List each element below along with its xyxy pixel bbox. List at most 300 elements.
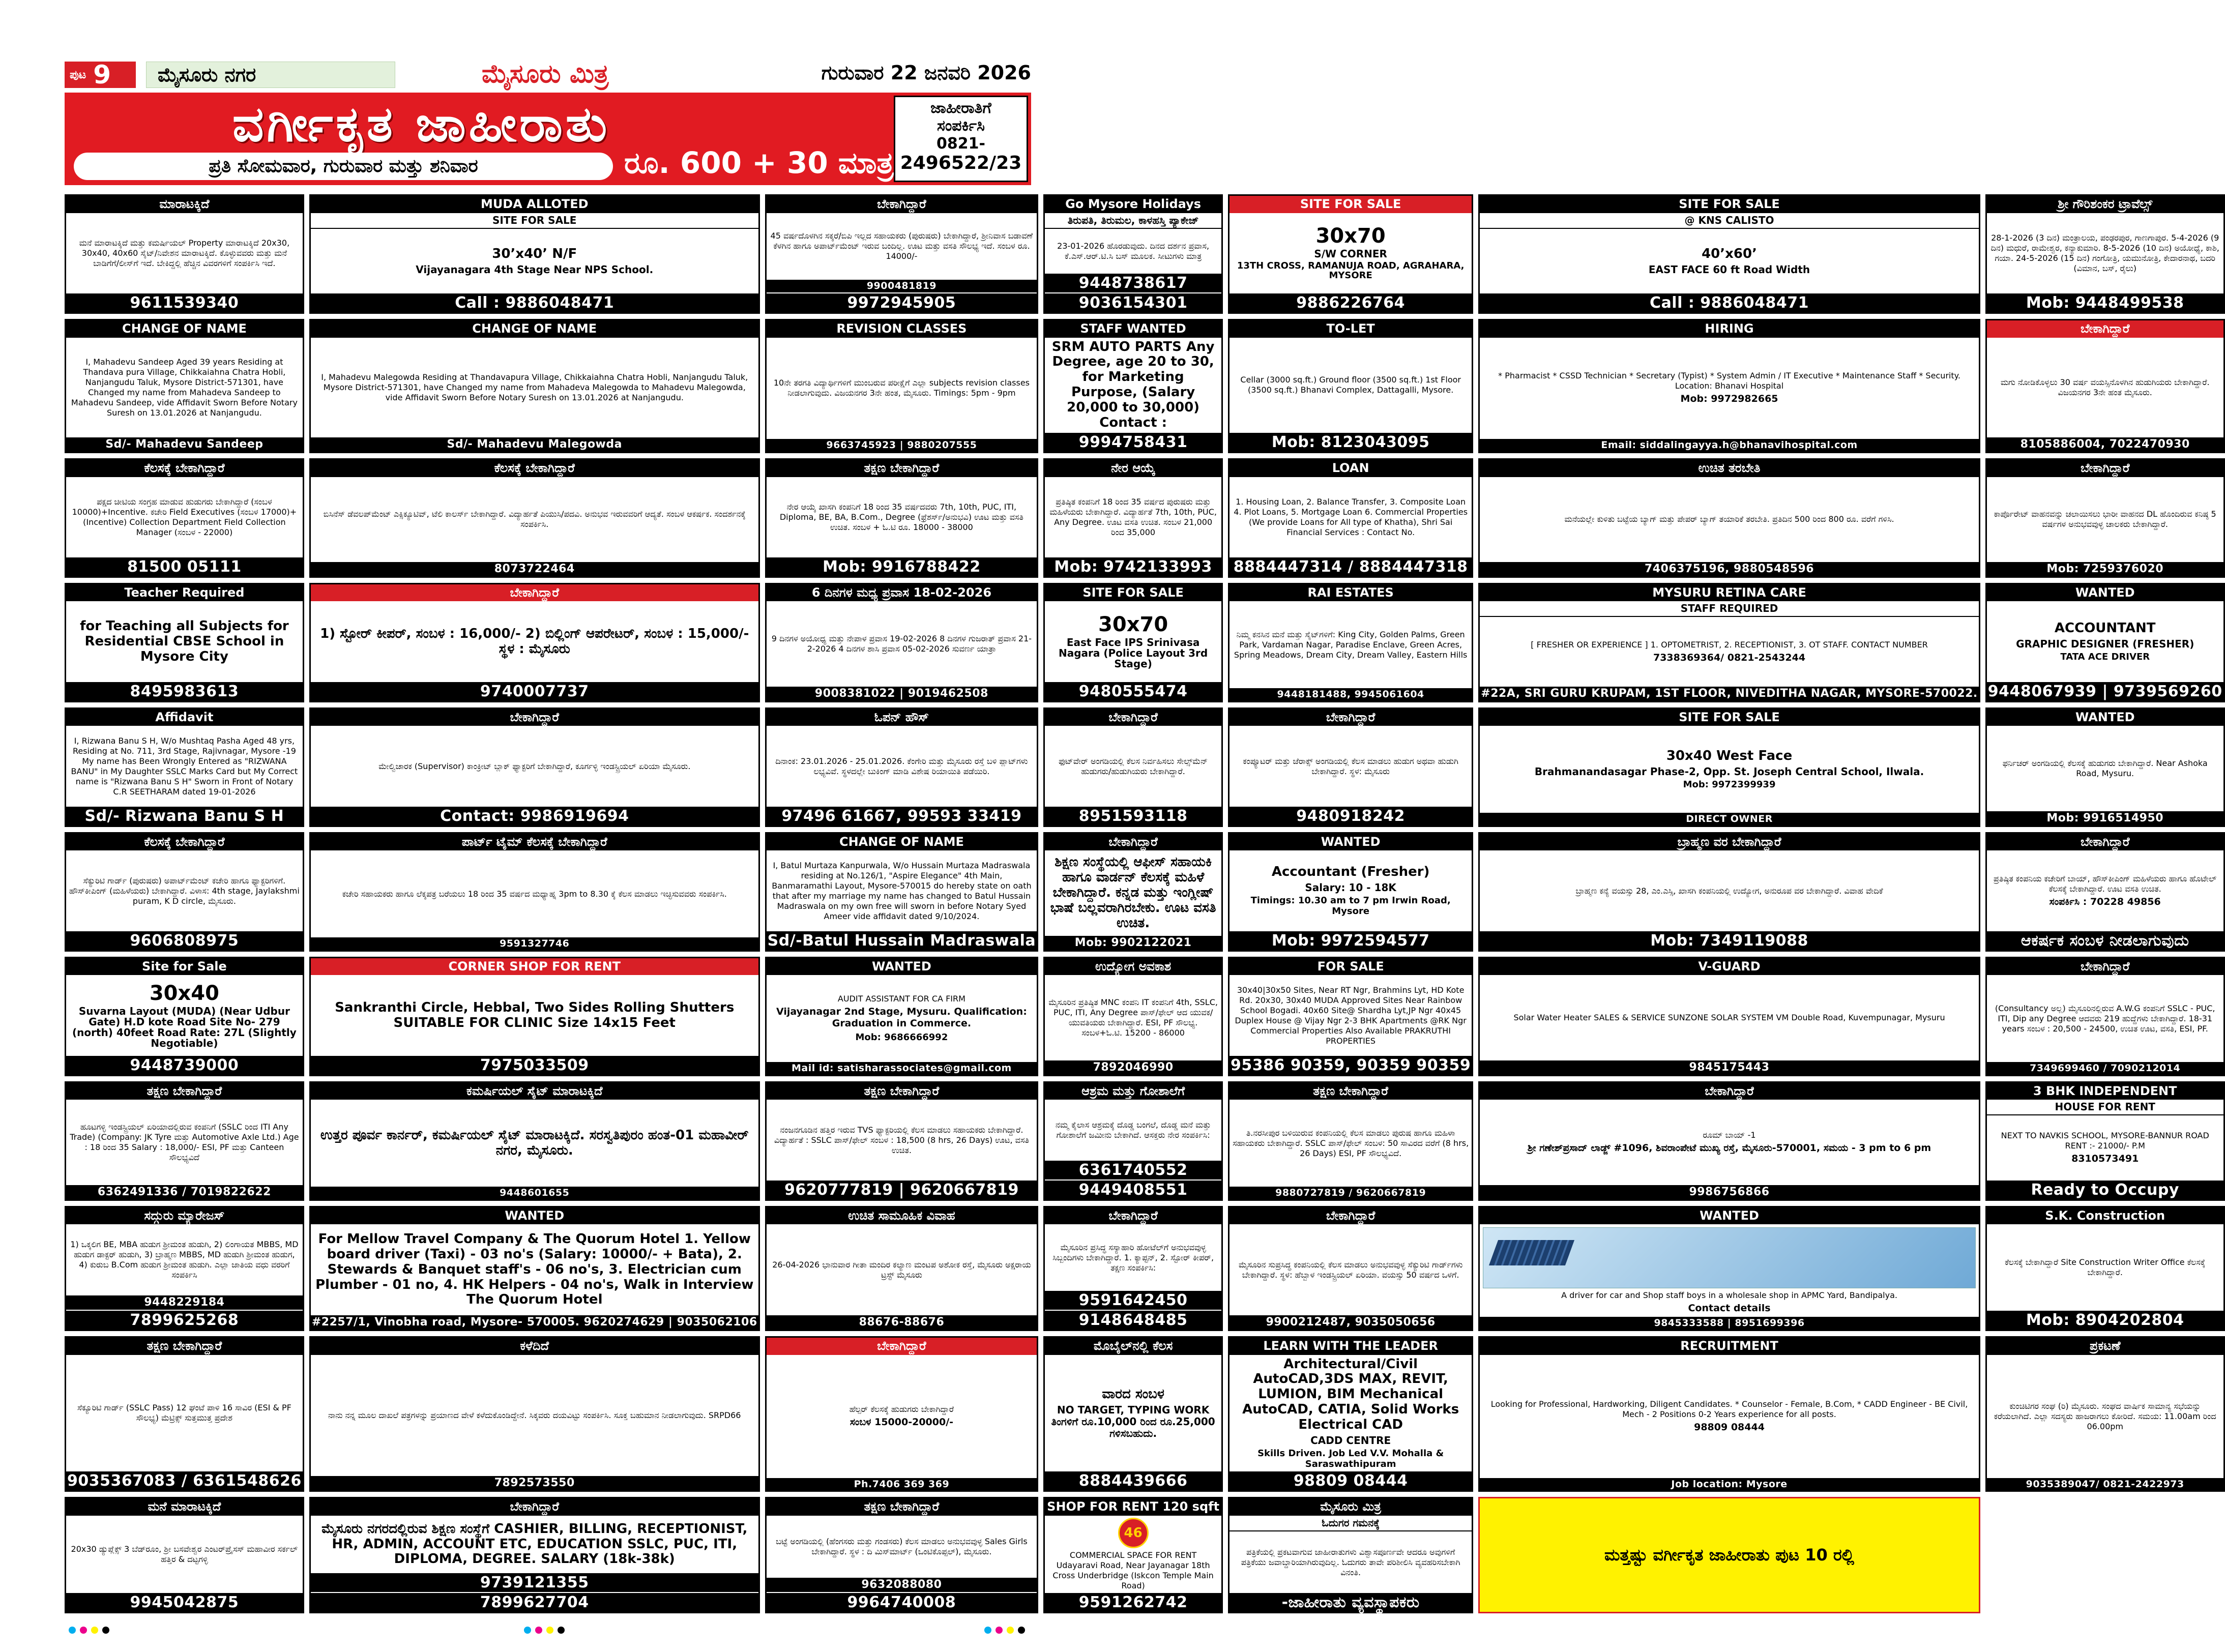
ad-contact: 9845333588 | 8951699396 bbox=[1480, 1317, 1979, 1330]
ad-contact: 9448739000 bbox=[66, 1056, 303, 1075]
classified-ad bbox=[309, 1206, 760, 1331]
ad-heading: STAFF WANTED bbox=[1045, 320, 1221, 338]
black-dot bbox=[102, 1627, 109, 1634]
contact-line-3: 0821- bbox=[936, 135, 985, 153]
ad-body bbox=[1987, 213, 2223, 293]
magenta-dot bbox=[535, 1627, 542, 1634]
classified-ad bbox=[765, 194, 1039, 314]
classified-ad bbox=[1478, 1336, 1980, 1492]
classified-ad bbox=[1228, 707, 1473, 827]
ad-text-secondary: Brahmanandasagar Phase-2, Opp. St. Joseph Central School, Ilwala. bbox=[1534, 765, 1924, 778]
ad-heading: ಬೇಕಾಗಿದ್ದಾರೆ bbox=[1045, 834, 1221, 851]
classified-ad bbox=[1228, 957, 1473, 1076]
ad-subheading: HOUSE FOR RENT bbox=[1987, 1100, 2223, 1115]
ad-text: ಪಕ್ಷದ ಚೀಟಿಯ ಸಂಗ್ರಹ ಮಾಡುವ ಹುಡುಗರು ಬೇಕಾಗಿದ್ದಾರೆ (ಸಂಬಳ 10000)+Incentive. ಕಚೇರಿ Field Executives (ಸಂಬಳ 17000)+(Incentive) Collection Department Field Collection Manager (ಸಂಬಳ - 22000) bbox=[72, 496, 297, 537]
ad-text-secondary: 7338369364/ 0821-2543244 bbox=[1653, 652, 1806, 663]
ad-body bbox=[311, 975, 758, 1055]
classified-ad bbox=[765, 583, 1039, 702]
ad-body bbox=[311, 1100, 758, 1187]
classified-ad bbox=[1228, 583, 1473, 702]
ad-body bbox=[1480, 1355, 1979, 1478]
ad-text: 20x30 ಡ್ಯುಪ್ಲೆಕ್ಸ್ 3 ಬೆಡ್‌ರೂಂ, ಶ್ರೀ ಬಸವೇಶ್ವರ ಎಂಟರ್‌ಪ್ರೈಸಸ್ ಮಹಾವೀರ ಸರ್ಕಲ್ ಹತ್ತಿರ & ದಟ್ಟಗಳ್ಳಿ bbox=[71, 1544, 298, 1564]
ad-heading: SITE FOR SALE bbox=[1045, 584, 1221, 602]
ad-body bbox=[767, 338, 1037, 439]
classified-ad bbox=[1985, 1336, 2225, 1492]
cyan-dot bbox=[984, 1627, 991, 1634]
ad-text: ಫರ್ನಿಚರ್ ಅಂಗಡಿಯಲ್ಲಿ ಕೆಲಸಕ್ಕೆ ಹುಡುಗರು ಬೇಕಾಗಿದ್ದಾರೆ. Near Ashoka Road, Mysuru. bbox=[2002, 758, 2208, 779]
ad-contact: 9008381022 | 9019462508 bbox=[767, 687, 1037, 701]
ad-contact: -ಜಾಹೀರಾತು ವ್ಯವಸ್ಥಾಪಕರು bbox=[1229, 1593, 1472, 1612]
ad-body bbox=[1229, 1100, 1472, 1187]
ad-contact: 9986756866 bbox=[1480, 1185, 1979, 1199]
edition-label: ಮೈಸೂರು ನಗರ bbox=[146, 62, 395, 88]
ad-body bbox=[1987, 975, 2223, 1061]
classified-ad bbox=[1228, 458, 1473, 578]
ad-heading: LOAN bbox=[1229, 460, 1472, 477]
ad-text: ಫುಟ್‌ವೇರ್ ಅಂಗಡಿಯಲ್ಲಿ ಕೆಲಸ ನಿರ್ವಹಿಸಲು ಸೇಲ್ಸ್‌ಮೆನ್ ಹುಡುಗರು/ಹುಡುಗಿಯರು ಬೇಕಾಗಿದ್ದಾರೆ. bbox=[1059, 756, 1208, 776]
classified-ad bbox=[1228, 1497, 1473, 1613]
ad-text: ಪ್ರತಿಷ್ಠಿತ ಕಂಪನಿಗೆ 18 ರಿಂದ 35 ವರ್ಷದ ಪುರುಷರು ಮತ್ತು ಮಹಿಳೆಯರು ಬೇಕಾಗಿದ್ದಾರೆ. ವಿದ್ಯಾರ್ಹತೆ 7th, 10th, PUC, Any Degree. ಊಟ ವಸತಿ ಉಚಿತ. ಸಂಬಳ 21,000 ರಿಂದ 35,000 bbox=[1049, 496, 1217, 537]
ad-text: ಉತ್ತರ ಪೂರ್ವ ಕಾರ್ನರ್, ಕಮರ್ಷಿಯಲ್ ಸೈಟ್ ಮಾರಾಟಕ್ಕಿದೆ. ಸರಸ್ವತಿಪುರಂ ಹಂತ-01 ಮಹಾವೀರ್ ನಗರ, ಮೈಸೂರು. bbox=[320, 1127, 749, 1158]
ad-text: ಕೆಲಸಕ್ಕೆ ಬೇಕಾಗಿದ್ದಾರೆ Site Construction Writer Office ಕೆಲಸಕ್ಕೆ ಬೇಕಾಗಿದ್ದಾರೆ. bbox=[2005, 1257, 2206, 1278]
ad-contact: Mob: 9902122021 bbox=[1045, 936, 1221, 950]
ad-heading: ಕಳೆದಿದೆ bbox=[311, 1338, 758, 1355]
ad-body bbox=[1987, 1115, 2223, 1180]
ad-body bbox=[1229, 338, 1472, 433]
ad-text-tertiary: Timings: 10.30 am to 7 pm Irwin Road, Mysore bbox=[1250, 895, 1451, 917]
ad-contact: 98809 08444 bbox=[1229, 1471, 1472, 1490]
ad-heading: ತಕ್ಷಣ ಬೇಕಾಗಿದ್ದಾರೆ bbox=[767, 460, 1037, 477]
ad-body bbox=[1229, 213, 1472, 293]
ad-contact: Call : 9886048471 bbox=[311, 293, 758, 312]
classified-ad bbox=[1478, 1497, 1980, 1613]
classified-ad bbox=[1043, 1336, 1223, 1492]
ad-contact: 6361740552 bbox=[1045, 1161, 1221, 1179]
ad-body bbox=[767, 601, 1037, 686]
ad-text: I, Mahadevu Malegowda Residing at Thandavapura Village, Chikkaiahna Chatra Hobli, Nanjangudu Taluk, Mysore District-571301, have Changed my name from Mahadeva Malegowda to Mahadevu Malegowda, vide Affidavit Sworn Before Notary Suresh on 13.01.2026 at Nanjangudu. bbox=[321, 372, 748, 402]
ad-text-secondary: Contact details bbox=[1688, 1303, 1771, 1314]
ad-body bbox=[1987, 1224, 2223, 1311]
ad-heading: MYSURU RETINA CARE bbox=[1480, 584, 1979, 602]
classified-ad bbox=[1043, 1206, 1223, 1331]
ad-heading: ಕೆಲಸಕ್ಕೆ ಬೇಕಾಗಿದ್ದಾರೆ bbox=[311, 460, 758, 477]
ad-heading: REVISION CLASSES bbox=[767, 320, 1037, 338]
ad-body bbox=[767, 477, 1037, 557]
ad-heading: ಉಚಿತ ತರಬೇತಿ bbox=[1480, 460, 1979, 477]
ad-text: 30x40 West Face bbox=[1666, 748, 1793, 763]
ad-heading: MUDA ALLOTED bbox=[311, 196, 758, 213]
ad-contact: 9663745923 | 9880207555 bbox=[767, 439, 1037, 452]
ad-heading: ಬೇಕಾಗಿದ್ದಾರೆ bbox=[1987, 834, 2223, 851]
ad-body bbox=[66, 726, 303, 806]
classified-ad bbox=[765, 707, 1039, 827]
ad-heading: HIRING bbox=[1480, 320, 1979, 338]
masthead-logo: ಮೈಸೂರು ಮಿತ್ರ bbox=[482, 58, 609, 88]
page-number-box bbox=[65, 62, 136, 88]
publication-days: ಪ್ರತಿ ಸೋಮವಾರ, ಗುರುವಾರ ಮತ್ತು ಶನಿವಾರ bbox=[74, 153, 613, 180]
ad-body bbox=[1229, 601, 1472, 688]
ad-text-tertiary: 13TH CROSS, RAMANUJA ROAD, AGRAHARA, MYSORE bbox=[1237, 260, 1465, 281]
ad-text: ಸೆಕ್ಯುರಿಟಿ ಗಾರ್ಡ್ (ಪುರುಷರು) ಅಪಾರ್ಟ್‌ಮೆಂಟ್ ಕಚೇರಿ ಹಾಗೂ ಫ್ಯಾಕ್ಟರಿಗಳಿಗೆ. ಹೌಸ್‌ಕೀಪಿಂಗ್ (ಮಹಿಳೆಯರು) ಬೇಕಾಗಿದ್ದಾರೆ. ವಿಳಾಸ: 4th stage, Jaylakshmi puram, K D circle, ಮೈಸೂರು. bbox=[69, 875, 300, 906]
classified-ad bbox=[765, 957, 1039, 1076]
ad-text: I, Batul Murtaza Kanpurwala, W/o Hussain Murtaza Madraswala residing at No.126/1, "Aspire Elegance" 4th Main, Banmaramathi Layout, Mysore-570015 do hereby state on oath that after my marriage my name has changed to Batul Hussain Madraswala on my own free will sworn in before Notary Syed Ameer vide affidavit dated 9/10/2024. bbox=[772, 860, 1032, 921]
ad-subheading: STAFF REQUIRED bbox=[1480, 601, 1979, 617]
ad-contact-box bbox=[894, 96, 1028, 182]
ad-text: ಹೂಟಗಳ್ಳಿ ಇಂಡಸ್ಟ್ರಿಯಲ್ ಏರಿಯಾದಲ್ಲಿರುವ ಕಂಪನಿಗೆ (SSLC ರಿಂದ ITI Any Trade) (Company: JK Tyre ಮತ್ತು Automotive Axle Ltd.) Age : 18 ರಿಂದ 35 Salary : 18,000/- ESI, PF ಮತ್ತು Canteen ಸೌಲಭ್ಯವಿದೆ bbox=[70, 1122, 299, 1162]
ad-contact: Ph.7406 369 369 bbox=[767, 1478, 1037, 1491]
ad-heading: Site for Sale bbox=[66, 958, 303, 976]
classified-ad bbox=[65, 458, 304, 578]
ad-heading: CHANGE OF NAME bbox=[311, 320, 758, 338]
ad-text: ಮನೆಯಲ್ಲೇ ಕುಳಿತು ಬಟ್ಟೆಯ ಬ್ಯಾಗ್ ಮತ್ತು ಪೇಪರ್ ಬ್ಯಾಗ್ ತಯಾರಿಕೆ ತರಬೇತಿ. ಪ್ರತಿದಿನ 500 ರಿಂದ 800 ರೂ. ವರೆಗೆ ಗಳಿಸಿ. bbox=[1564, 514, 1894, 524]
ad-body bbox=[1480, 1100, 1979, 1185]
ad-body bbox=[767, 1224, 1037, 1315]
ad-contact: 9739121355 bbox=[311, 1573, 758, 1592]
classified-ad bbox=[1985, 957, 2225, 1076]
classified-ad bbox=[309, 319, 760, 453]
ad-heading: ಬೇಕಾಗಿದ್ದಾರೆ bbox=[1045, 1207, 1221, 1225]
ad-heading: ಬೇಕಾಗಿದ್ದಾರೆ bbox=[311, 584, 758, 602]
ad-heading: ಬೇಕಾಗಿದ್ದಾರೆ bbox=[1229, 1207, 1472, 1225]
ad-heading: RECRUITMENT bbox=[1480, 1338, 1979, 1355]
ad-body bbox=[1045, 1355, 1221, 1472]
ad-contact: 7349699460 / 7090212014 bbox=[1987, 1062, 2223, 1075]
ad-contact: Ready to Occupy bbox=[1987, 1181, 2223, 1199]
classified-ad bbox=[1985, 1081, 2225, 1201]
ad-contact: #2257/1, Vinobha road, Mysore- 570005. 9620274629 | 9035062106 bbox=[311, 1315, 758, 1330]
ad-text: ಕಚೇರಿ ಸಹಾಯಕರು ಹಾಗೂ ಲೆಕ್ಕಪತ್ರ ಬರೆಯಲು 18 ರಿಂದ 35 ವರ್ಷದ ಮಧ್ಯಾಹ್ನ 3pm to 8.30 ಕ್ಕೆ ಕೆಲಸ ಮಾಡಲು ಇಚ್ಛಿಸುವವರು ಸಂಪರ್ಕಿಸಿ. bbox=[342, 889, 727, 899]
ad-heading: ಬೇಕಾಗಿದ್ದಾರೆ bbox=[1987, 958, 2223, 976]
solar-heater-image bbox=[1483, 1227, 1976, 1288]
classified-ad bbox=[765, 1336, 1039, 1492]
ad-contact: 9591262742 bbox=[1045, 1593, 1221, 1612]
black-dot bbox=[558, 1627, 565, 1634]
classified-ad bbox=[1043, 458, 1223, 578]
ad-text: ಸೆಕ್ಯೂರಿಟಿ ಗಾರ್ಡ್ (SSLC Pass) 12 ಘಂಟೆ ಪಾಳಿ 16 ಸಾವಿರ (ESI & PF ಸೌಲಭ್ಯ) ಮೆಟ್ರಿಕ್ಸ್ ಸುತ್ತಮುತ್ತ ಪ್ರದೇಶ bbox=[77, 1403, 291, 1423]
ad-contact: 9611539340 bbox=[66, 293, 303, 312]
ad-body bbox=[767, 1100, 1037, 1180]
classified-ad bbox=[765, 1206, 1039, 1331]
ad-text: ಮೈಸೂರಿನ ಸುಪ್ರಸಿದ್ಧ ಕಂಪನಿಯಲ್ಲಿ ಕೆಲಸ ಮಾಡಲು ಅನುಭವವುಳ್ಳ ಸೆಕ್ಯುರಿಟಿ ಗಾರ್ಡ್‌ಗಳು ಬೇಕಾಗಿದ್ದಾರೆ. ಸ್ಥಳ: ಹೆಬ್ಬಾಳ ಇಂಡಸ್ಟ್ರಿಯಲ್ ಏರಿಯಾ. ವಯಸ್ಸು 50 ವರ್ಷದ ಒಳಗೆ. bbox=[1238, 1259, 1463, 1280]
ad-body bbox=[66, 1516, 303, 1593]
ad-contact: 9448067939 | 9739569260 bbox=[1987, 682, 2222, 700]
issue-date: ಗುರುವಾರ 22 ಜನವರಿ 2026 bbox=[821, 62, 1031, 84]
ad-heading: ಪ್ರಕಟಣೆ bbox=[1987, 1338, 2223, 1355]
ad-text-secondary: ಸಂಪರ್ಕಿಸಿ : 70228 49856 bbox=[2049, 896, 2161, 907]
classified-ad bbox=[1478, 832, 1980, 952]
ad-body bbox=[767, 1355, 1037, 1478]
ad-text-secondary: 8310573491 bbox=[2071, 1153, 2139, 1165]
ad-body bbox=[1229, 850, 1472, 931]
registration-marks-left bbox=[69, 1627, 109, 1634]
ad-text: 28-1-2026 (3 ದಿನ) ಮಂತ್ರಾಲಯ, ಪಂಢರಪುರ, ಗಾಣಗಾಪುರ. 5-4-2026 (9 ದಿನ) ಮಧುರೆ, ರಾಮೇಶ್ವರ, ಕನ್ಯಾಕುಮಾರಿ. 8-5-2026 (10 ದಿನ) ಅಯೋಧ್ಯೆ, ಕಾಶಿ, ಗಯಾ. 24-5-2026 (15 ದಿನ) ಗಂಗೋತ್ರಿ, ಯಮುನೋತ್ರಿ, ಕೇದಾರನಾಥ, ಬದರಿ (ವಿಮಾನ, ಬಸ್, ರೈಲು) bbox=[1990, 232, 2219, 273]
ad-heading: WANTED bbox=[1987, 709, 2223, 726]
ad-contact: 8495983613 bbox=[66, 682, 303, 701]
classified-ad bbox=[65, 957, 304, 1076]
page-label: ಪುಟ bbox=[70, 68, 86, 81]
black-dot bbox=[1018, 1627, 1025, 1634]
registration-marks-right bbox=[984, 1627, 1025, 1634]
ad-body bbox=[66, 338, 303, 437]
ad-contact: 8105886004, 7022470930 bbox=[1987, 437, 2223, 452]
ad-text: ಕಾರ್ಪೊರೇಟ್ ವಾಹನವನ್ನು ಚಲಾಯಿಸಲು ಭಾರೀ ವಾಹನದ DL ಹೊಂದಿರುವ ಕನಿಷ್ಠ 5 ವರ್ಷಗಳ ಅನುಭವವುಳ್ಳ ಚಾಲಕರು ಬೇಕಾಗಿದ್ದಾರೆ. bbox=[1994, 509, 2216, 529]
ad-text: [ FRESHER OR EXPERIENCE ] 1. OPTOMETRIST, 2. RECEPTIONIST, 3. OT STAFF. CONTACT NUMBER bbox=[1531, 639, 1928, 650]
ad-contact: 9900212487, 9035050656 bbox=[1229, 1315, 1472, 1330]
ad-heading: S.K. Construction bbox=[1987, 1207, 2223, 1225]
ad-body bbox=[1229, 726, 1472, 806]
ad-body bbox=[66, 1100, 303, 1185]
ad-text: ಪ್ರತಿಷ್ಠಿತ ಕಂಪನಿಯ ಕಚೇರಿಗೆ ಬಾಯ್, ಹೌಸ್‌ಕೀಪಿಂಗ್ ಮಹಿಳೆಯರು ಹಾಗೂ ಹೊಟೇಲ್ ಕೆಲಸಕ್ಕೆ ಬೇಕಾಗಿದ್ದಾರೆ. ಊಟ ವಸತಿ ಉಚಿತ. bbox=[1993, 873, 2217, 894]
ad-text: ನಿಮ್ಮ ಕನಸಿನ ಮನೆ ಮತ್ತು ಸೈಟ್‌ಗಳಿಗೆ: King City, Golden Palms, Green Park, Vardaman Nagar, Paradise Enclave, Green Acres, Spring Meadows, Dream City, Dream Valley, Eastern Hills bbox=[1234, 629, 1468, 660]
ad-contact-secondary: 9036154301 bbox=[1045, 292, 1221, 312]
ad-text-secondary: Mob: 9972982665 bbox=[1680, 393, 1778, 405]
ad-text-secondary: Vijayanagara 4th Stage Near NPS School. bbox=[416, 263, 654, 276]
ad-contact: 95386 90359, 90359 90359 bbox=[1231, 1056, 1471, 1074]
ad-contact: Sd/- Mahadevu Sandeep bbox=[66, 437, 303, 452]
ad-text-secondary: ಶ್ರೀ ಗಣೇಶ್‌ಪ್ರಸಾದ್ ಲಾಡ್ಜ್ #1096, ಶಿವರಾಂಪೇಟೆ ಮುಖ್ಯ ರಸ್ತೆ, ಮೈಸೂರು-570001, ಸಮಯ - 3 pm to 6 pm bbox=[1527, 1142, 1931, 1154]
ad-heading: RAI ESTATES bbox=[1229, 584, 1472, 602]
ad-contact: 9591642450 bbox=[1045, 1291, 1221, 1310]
anniversary-logo: 46 bbox=[1118, 1518, 1149, 1548]
ad-contact: 9448601655 bbox=[311, 1187, 758, 1199]
ad-subheading: SITE FOR SALE bbox=[311, 213, 758, 229]
ad-contact: 88676-88676 bbox=[767, 1315, 1037, 1330]
ad-body bbox=[66, 850, 303, 931]
ad-contact: 7892573550 bbox=[311, 1476, 758, 1490]
ad-text: ಮೈಸೂರು ನಗರದಲ್ಲಿರುವ ಶಿಕ್ಷಣ ಸಂಸ್ಥೆಗೆ CASHIER, BILLING, RECEPTIONIST, HR, ADMIN, ACCOUNT ETC, EDUCATION SSLC, PUC, ITI, DIPLOMA, DEGREE. SALARY (18k-38k) bbox=[321, 1521, 748, 1567]
classifieds-banner bbox=[65, 93, 1031, 185]
classified-ad bbox=[1043, 832, 1223, 952]
ad-contact: 7406375196, 9880548596 bbox=[1480, 562, 1979, 576]
ad-contact: Email: siddalingayya.h@bhanavihospital.com bbox=[1480, 439, 1979, 452]
ad-text: ವಾರದ ಸಂಬಳ bbox=[1102, 1386, 1164, 1402]
ad-heading: Go Mysore Holidays bbox=[1045, 196, 1221, 213]
ad-heading: ಬೇಕಾಗಿದ್ದಾರೆ bbox=[767, 196, 1037, 213]
ad-heading: CHANGE OF NAME bbox=[66, 320, 303, 338]
ad-body bbox=[1045, 850, 1221, 935]
classified-ad bbox=[309, 832, 760, 952]
ad-text: 10ನೇ ತರಗತಿ ವಿದ್ಯಾರ್ಥಿಗಳಿಗೆ ಮುಂಬರುವ ಪರೀಕ್ಷೆಗೆ ಎಲ್ಲಾ subjects revision classes ನೀಡಲಾಗುವುದು. ವಿಜಯನಗರ 3ನೇ ಹಂತ, ಮೈಸೂರು. Timings: 5pm - 9pm bbox=[773, 378, 1030, 398]
ad-body bbox=[1229, 1355, 1472, 1472]
ad-text-secondary: Salary: 10 - 18K bbox=[1305, 881, 1396, 894]
classified-ad bbox=[65, 1336, 304, 1492]
ad-contact: Sd/-Batul Hussain Madraswala bbox=[767, 931, 1036, 950]
ad-contact: 7892046990 bbox=[1045, 1060, 1221, 1075]
ad-text: ದಿನಾಂಕ: 23.01.2026 - 25.01.2026. ಕೆಂಗೇರಿ ಮತ್ತು ಮೈಸೂರು ರಸ್ತೆ ಬಳಿ ಪ್ಲಾಟ್‌ಗಳು ಲಭ್ಯವಿವೆ. ಸ್ಥಳದಲ್ಲೇ ಬುಕಿಂಗ್ ಮಾಡಿ ವಿಶೇಷ ರಿಯಾಯಿತಿ ಪಡೆಯಿರಿ. bbox=[775, 756, 1028, 776]
ad-contact: DIRECT OWNER bbox=[1480, 813, 1979, 825]
ad-text: ನೇರ ಆಯ್ಕೆ ಖಾಸಗಿ ಕಂಪನಿಗೆ 18 ರಿಂದ 35 ವರ್ಷದವರು 7th, 10th, PUC, ITI, Diploma, BE, BA, B.Com., Degree (ಫ್ರೆಶರ್ಸ್/ಅನುಭವಿ) ಊಟ ಮತ್ತು ವಸತಿ ಉಚಿತ. ಸಂಬಳ + ಓ.ಟಿ ರೂ. 18000 - 38000 bbox=[779, 501, 1023, 532]
ad-heading: Affidavit bbox=[66, 709, 303, 726]
ad-body bbox=[311, 1224, 758, 1315]
ad-contact-secondary: 7899625268 bbox=[66, 1310, 303, 1330]
classified-ad bbox=[1228, 1206, 1473, 1331]
ad-body bbox=[1480, 1498, 1979, 1612]
ad-contact: 9620777819 | 9620667819 bbox=[767, 1181, 1037, 1199]
ad-heading: ನೇರ ಆಯ್ಕೆ bbox=[1045, 460, 1221, 477]
classified-ad bbox=[1043, 707, 1223, 827]
ad-text: for Teaching all Subjects for Residential CBSE School in Mysore City bbox=[80, 618, 289, 664]
ad-contact: 9945042875 bbox=[66, 1593, 303, 1612]
ad-body bbox=[311, 726, 758, 806]
ad-body bbox=[66, 1224, 303, 1295]
ad-body bbox=[1987, 601, 2223, 682]
registration-marks-center bbox=[524, 1627, 565, 1634]
ad-heading: 3 BHK INDEPENDENT bbox=[1987, 1083, 2223, 1100]
ad-contact: Sd/- Rizwana Banu S H bbox=[66, 807, 303, 825]
ad-text: ನಂಜನಗೂಡಿನ ಹತ್ತಿರ ಇರುವ TVS ಫ್ಯಾಕ್ಟರಿಯಲ್ಲಿ ಕೆಲಸ ಮಾಡಲು ಸಹಾಯಕರು ಬೇಕಾಗಿದ್ದಾರೆ. ವಿದ್ಯಾರ್ಹತೆ : SSLC ಪಾಸ್/ಫೇಲ್ ಸಂಬಳ : 18,500 (8 hrs, 26 Days) ಊಟ, ವಸತಿ ಉಚಿತ. bbox=[774, 1125, 1029, 1155]
magenta-dot bbox=[996, 1627, 1003, 1634]
ad-text: (Consultancy ಅಲ್ಲ) ಮೈಸೂರಿನಲ್ಲಿರುವ A.W.G ಕಂಪನಿಗೆ SSLC - PUC, ITI, Dip any Degree ಆದವರು 219 ಹುದ್ದೆಗಳು ಬೇಕಾಗಿದ್ದಾರೆ. 18-31 years ಸಂಬಳ : 20,500 - 24500, ಉಚಿತ ಊಟ, ವಸತಿ, ESI, PF. bbox=[1995, 1003, 2215, 1034]
classified-ad bbox=[309, 707, 760, 827]
ad-text: A driver for car and Shop staff boys in a wholesale shop in APMC Yard, Bandipalya. bbox=[1561, 1290, 1897, 1301]
ad-contact: 81500 05111 bbox=[66, 557, 303, 576]
classified-ad bbox=[1985, 194, 2225, 314]
ad-body bbox=[1229, 1224, 1472, 1315]
ad-contact: 8951593118 bbox=[1045, 807, 1221, 825]
ad-body bbox=[311, 338, 758, 437]
cyan-dot bbox=[524, 1627, 531, 1634]
ad-heading: WANTED bbox=[1987, 584, 2223, 602]
ad-text-secondary: East Face IPS Srinivasa Nagara (Police Layout 3rd Stage) bbox=[1058, 636, 1208, 670]
ad-text: ತಿ.ನರಸೀಪುರ ಬಳಿಯಿರುವ ಕಂಪನಿಯಲ್ಲಿ ಕೆಲಸ ಮಾಡಲು ಪುರುಷ ಹಾಗೂ ಮಹಿಳಾ ಸಹಾಯಕರು ಬೇಕಾಗಿದ್ದಾರೆ. SSLC ಪಾಸ್/ಫೇಲ್ ಸಂಬಳ: 50 ಸಾವಿರದ ವರೆಗೆ (8 hrs, 26 Days) ESI, PF ಸೌಲಭ್ಯವಿದೆ. bbox=[1233, 1128, 1469, 1158]
ad-text: Cellar (3000 sq.ft.) Ground floor (3500 sq.ft.) 1st Floor (3500 sq.ft.) Bhanavi Complex, Dattagalli, Mysore. bbox=[1240, 375, 1461, 395]
ad-body bbox=[1045, 477, 1221, 557]
classified-ad bbox=[309, 1081, 760, 1201]
ad-text: ಶಿಕ್ಷಣ ಸಂಸ್ಥೆಯಲ್ಲಿ ಆಫೀಸ್ ಸಹಾಯಕಿ ಹಾಗೂ ವಾರ್ಡನ್ ಕೆಲಸಕ್ಕೆ ಮಹಿಳೆ ಬೇಕಾಗಿದ್ದಾರೆ. ಕನ್ನಡ ಮತ್ತು ಇಂಗ್ಲೀಷ್ ಭಾಷೆ ಬಲ್ಲವರಾಗಿರಬೇಕು. ಊಟ ವಸತಿ ಉಚಿತ. bbox=[1050, 854, 1216, 931]
ad-text: ACCOUNTANT bbox=[2054, 620, 2156, 636]
ad-heading: ಮನೆ ಮಾರಾಟಕ್ಕಿದೆ bbox=[66, 1498, 303, 1516]
ad-heading: ಬೇಕಾಗಿದ್ದಾರೆ bbox=[311, 1498, 758, 1516]
classified-ad bbox=[1228, 319, 1473, 453]
classified-ad bbox=[1478, 1081, 1980, 1201]
ad-contact: Mail id: satisharassociates@gmail.com bbox=[767, 1062, 1037, 1075]
ad-contact: 9994758431 bbox=[1045, 433, 1221, 452]
ad-heading: ಬೇಕಾಗಿದ್ದಾರೆ bbox=[1987, 320, 2223, 338]
ad-heading: ಆಶ್ರಮ ಮತ್ತು ಗೋಶಾಲೆಗೆ bbox=[1045, 1083, 1221, 1100]
ad-heading: SITE FOR SALE bbox=[1480, 709, 1979, 726]
ad-text: I, Rizwana Banu S H, W/o Mushtaq Pasha Aged 48 yrs, Residing at No. 711, 3rd Stage, Rajivnagar, Mysore -19 My name has Been Wrongly Entered as "RIZWANA BANU" in My Daughter SSLC Marks Card but My Correct name is "Rizwana Banu S H" Sworn in Front of Notary C.R SEETHARAM dated 19-01-2026 bbox=[71, 735, 298, 796]
ad-heading: WANTED bbox=[1480, 1207, 1979, 1225]
ad-heading: WANTED bbox=[1229, 834, 1472, 851]
classified-ad bbox=[65, 1206, 304, 1331]
classified-ads-grid bbox=[65, 194, 2222, 1613]
ad-heading: LEARN WITH THE LEADER bbox=[1229, 1338, 1472, 1355]
ad-text: 30x70 bbox=[1315, 224, 1386, 248]
ad-heading: SHOP FOR RENT 120 sqft bbox=[1045, 1498, 1221, 1516]
ad-subheading: ತಿರುಪತಿ, ತಿರುಮಲ, ಕಾಳಹಸ್ತಿ ಪ್ಯಾಕೇಜ್ bbox=[1045, 213, 1221, 229]
ad-body bbox=[1045, 1100, 1221, 1160]
yellow-dot bbox=[1007, 1627, 1014, 1634]
ad-body bbox=[66, 213, 303, 293]
ad-text-secondary: Vijayanagar 2nd Stage, Mysuru. Qualification: Graduation in Commerce. bbox=[776, 1006, 1027, 1029]
ad-contact-secondary: 9972945905 bbox=[767, 292, 1037, 312]
ad-heading: ಬೇಕಾಗಿದ್ದಾರೆ bbox=[1045, 709, 1221, 726]
ad-body bbox=[1480, 850, 1979, 931]
ad-heading: ತಕ್ಷಣ ಬೇಕಾಗಿದ್ದಾರೆ bbox=[66, 1338, 303, 1355]
ad-heading: ಮಾರಾಟಕ್ಕಿದೆ bbox=[66, 196, 303, 213]
classified-ad bbox=[1228, 1081, 1473, 1201]
ad-subheading: ಓದುಗರ ಗಮನಕ್ಕೆ bbox=[1229, 1516, 1472, 1531]
ad-body bbox=[311, 1516, 758, 1573]
classified-ad bbox=[765, 832, 1039, 952]
classified-ad bbox=[65, 832, 304, 952]
ad-contact: 9880727819 / 9620667819 bbox=[1229, 1187, 1472, 1199]
ad-text-secondary: ಸಂಬಳ 15000-20000/- bbox=[850, 1416, 954, 1428]
ad-text: Architectural/Civil AutoCAD,3DS MAX, REVIT, LUMION, BIM Mechanical AutoCAD, CATIA, Solid Works Electrical CAD bbox=[1242, 1356, 1459, 1433]
ad-text: 1. Housing Loan, 2. Balance Transfer, 3. Composite Loan 4. Plot Loans, 5. Mortgage Loan 6. Commercial Properties (We provide Loans for All type of Khatha), Shri Sai Financial Services : Contact No. bbox=[1234, 496, 1468, 537]
classified-ad bbox=[1985, 1206, 2225, 1331]
classified-ad bbox=[1478, 458, 1980, 578]
ad-text: ಬಿಸಿನೆಸ್ ಡೆವಲಪ್‌ಮೆಂಟ್ ಎಕ್ಸಿಕ್ಯೂಟಿವ್, ಟೆಲಿ ಕಾಲರ್ಸ್ ಬೇಕಾಗಿದ್ದಾರೆ. ವಿದ್ಯಾರ್ಹತೆ ಪಿಯುಸಿ/ಪದವಿ. ಅನುಭವ ಇರುವವರಿಗೆ ಆದ್ಯತೆ. ಸಂಬಳ ಆಕರ್ಷಕ. ಸಂದರ್ಶನಕ್ಕೆ ಸಂಪರ್ಕಿಸಿ. bbox=[323, 509, 746, 529]
ad-body bbox=[66, 1355, 303, 1472]
classified-ad bbox=[309, 458, 760, 578]
classified-ad bbox=[309, 957, 760, 1076]
ad-heading: WANTED bbox=[311, 1207, 758, 1225]
ad-text: 9 ದಿನಗಳ ಅಯೋಧ್ಯ ಮತ್ತು ನೇಪಾಳ ಪ್ರವಾಸ 19-02-2026 8 ದಿನಗಳ ಗುಜರಾತ್ ಪ್ರವಾಸ 21-2-2026 4 ದಿನಗಳ ಶಾಸಿ ಪ್ರವಾಸ 05-02-2026 ಸುವರ್ಣ ಯಾತ್ರಾ bbox=[771, 634, 1032, 654]
classified-ad bbox=[309, 1497, 760, 1613]
ad-text: 26-04-2026 ಭಾನುವಾರ ಗೀತಾ ಮಂದಿರ ಕಲ್ಯಾಣ ಮಂಟಪ ಅಶೋಕ ರಸ್ತೆ, ಮೈಸೂರು ಅಕ್ಷರಾಯ ಟ್ರಸ್ಟ್ ಮೈಸೂರು bbox=[772, 1259, 1031, 1280]
contact-line-2: ಸಂಪರ್ಕಿಸಿ bbox=[937, 117, 985, 135]
classified-ad bbox=[309, 583, 760, 702]
ad-heading: ಪಾರ್ಟ್ ಟೈಮ್ ಕೆಲಸಕ್ಕೆ ಬೇಕಾಗಿದ್ದಾರೆ bbox=[311, 834, 758, 851]
banner-title: ವರ್ಗೀಕೃತ ಜಾಹೀರಾತು bbox=[232, 96, 610, 153]
ad-body bbox=[311, 477, 758, 562]
ad-text: 40’x60’ bbox=[1702, 246, 1757, 261]
yellow-dot bbox=[91, 1627, 98, 1634]
ad-contact: 9448229184 bbox=[66, 1295, 303, 1310]
ad-text-secondary: NO TARGET, TYPING WORK ತಿಂಗಳಿಗೆ ರೂ.10,000 ರಿಂದ ರೂ.25,000 ಗಳಿಸಬಹುದು. bbox=[1051, 1403, 1215, 1439]
ad-body bbox=[1045, 1516, 1221, 1593]
ad-contact: 9845175443 bbox=[1480, 1060, 1979, 1075]
ad-contact: 9480918242 bbox=[1229, 807, 1472, 825]
classified-ad bbox=[65, 1497, 304, 1613]
ad-heading: 6 ದಿನಗಳ ಮಧ್ಯ ಪ್ರವಾಸ 18-02-2026 bbox=[767, 584, 1037, 602]
ad-body bbox=[1045, 975, 1221, 1060]
ad-contact: Mob: 9448499538 bbox=[1987, 293, 2223, 312]
ad-contact: 9591327746 bbox=[311, 937, 758, 950]
ad-contact: 8884447314 / 8884447318 bbox=[1229, 557, 1472, 576]
classified-ad bbox=[65, 1081, 304, 1201]
ad-body bbox=[767, 850, 1037, 931]
ad-body bbox=[1480, 338, 1979, 439]
ad-heading: SITE FOR SALE bbox=[1229, 196, 1472, 213]
classified-ad bbox=[1043, 1497, 1223, 1613]
ad-text: ನಮ್ಮ ಕೈಲಾಸ ಆಶ್ರಮಕ್ಕೆ ದೊಡ್ಡ ಬಂಗಲೆ, ದೊಡ್ಡ ಮನೆ ಮತ್ತು ಗೋಶಾಲೆಗೆ ಜಮೀನು ಬೇಕಾಗಿದೆ. ಆಸಕ್ತರು ನೇರ ಸಂಪರ್ಕಿಸಿ: bbox=[1055, 1120, 1211, 1140]
ad-text-secondary: S/W CORNER bbox=[1314, 248, 1387, 260]
ad-contact: 9448738617 bbox=[1045, 274, 1221, 292]
ad-heading: ಬ್ರಾಹ್ಮಣ ವರ ಬೇಕಾಗಿದ್ದಾರೆ bbox=[1480, 834, 1979, 851]
ad-contact: 6362491336 / 7019822622 bbox=[66, 1185, 303, 1199]
ad-body bbox=[311, 229, 758, 293]
ad-body bbox=[66, 477, 303, 557]
ad-text: For Mellow Travel Company & The Quorum Hotel 1. Yellow board driver (Taxi) - 03 no's (Salary: 10000/- + Bata), 2. Stewards & Banquet staff's - 06 no's, 3. Electrician cum Plumber - 01 no, 4. HK Helpers - 04 no's, Walk in Interview The Quorum Hotel bbox=[315, 1231, 754, 1308]
ad-heading: ಬೇಕಾಗಿದ್ದಾರೆ bbox=[767, 1338, 1037, 1355]
classified-ad bbox=[1228, 194, 1473, 314]
ad-text: NEXT TO NAVKIS SCHOOL, MYSORE-BANNUR ROAD RENT :- 21000/- P.M bbox=[2001, 1131, 2209, 1151]
classified-ad bbox=[1043, 194, 1223, 314]
ad-text-secondary: GRAPHIC DESIGNER (FRESHER) bbox=[2016, 637, 2194, 650]
classified-ad bbox=[1985, 583, 2225, 702]
ad-text: Looking for Professional, Hardworking, Diligent Candidates. * Counselor - Female, B.Com, * CADD Engineer - BE Civil, Mech - 2 Positions 0-2 Years experience for all posts. bbox=[1490, 1399, 1968, 1419]
classified-ad bbox=[1478, 194, 1980, 314]
ad-body bbox=[1987, 1355, 2223, 1478]
ad-heading: ಮೈಸೂರು ಮಿತ್ರ bbox=[1229, 1498, 1472, 1516]
ad-text: ಮನೆ ಮಾರಾಟಕ್ಕಿದೆ ಮತ್ತು ಕಮರ್ಷಿಯಲ್ Property ಮಾರಾಟಕ್ಕಿದೆ 20x30, 30x40, 40x60 ಸೈಟ್/ನಿವೇಶನ ಮಾರಾಟಕ್ಕಿದೆ. ಕೊಳ್ಳುವವರು ಮತ್ತು ಮನೆ ಬಾಡಿಗೆಗೆ/ಲೀಸ್‌ಗೆ ಇದೆ. ಬೇಕಿದ್ದಲ್ಲಿ ಹೆಚ್ಚಿನ ವಿವರಗಳಿಗೆ ಸಂಪರ್ಕಿಸಿ ಇದೆ. bbox=[79, 238, 290, 268]
ad-body bbox=[1480, 975, 1979, 1060]
ad-body bbox=[1987, 477, 2223, 562]
ad-body bbox=[1480, 726, 1979, 813]
ad-text: Solar Water Heater SALES & SERVICE SUNZONE SOLAR SYSTEM VM Double Road, Kuvempunagar, Mysuru bbox=[1513, 1012, 1945, 1022]
